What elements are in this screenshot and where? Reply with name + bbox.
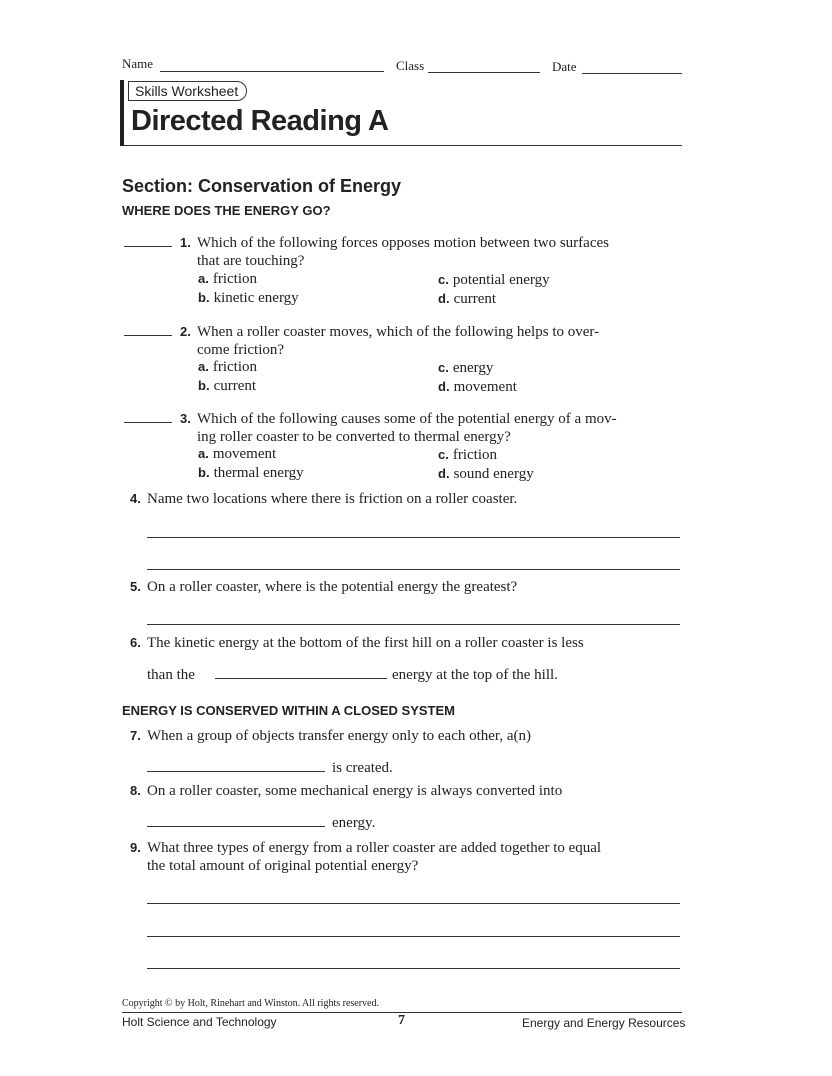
page-title: Directed Reading A — [131, 105, 389, 137]
class-label: Class — [396, 58, 425, 73]
q5-number: 5. — [130, 579, 141, 594]
q1-option-b[interactable]: b. kinetic energy — [198, 290, 299, 306]
q3-option-a[interactable]: a. movement — [198, 446, 277, 462]
q4-answer-line-2[interactable] — [147, 569, 680, 570]
q3-text-line2: ing roller coaster to be converted to thermal energy? — [197, 429, 511, 445]
q2-answer-blank[interactable] — [124, 335, 172, 336]
q7-post-blank: is created. — [332, 760, 393, 776]
date-label: Date — [552, 59, 577, 74]
footer-chapter-title: Energy and Energy Resources — [522, 1016, 686, 1030]
subheading-energy-go: WHERE DOES THE ENERGY GO? — [122, 203, 331, 218]
q1-number: 1. — [180, 235, 191, 250]
q4-answer-line-1[interactable] — [147, 537, 680, 538]
q1-option-c[interactable]: c. potential energy — [438, 272, 550, 288]
q7-text: When a group of objects transfer energy only to each other, a(n) — [147, 728, 531, 744]
q7-answer-blank[interactable] — [147, 771, 325, 772]
q8-post-blank: energy. — [332, 815, 376, 831]
q9-answer-line-3[interactable] — [147, 968, 680, 969]
q7-number: 7. — [130, 728, 141, 743]
q6-answer-blank[interactable] — [215, 678, 387, 679]
q1-option-d[interactable]: d. current — [438, 291, 497, 307]
name-label: Name — [122, 56, 154, 71]
worksheet-tag: Skills Worksheet — [128, 81, 247, 101]
q2-option-b[interactable]: b. current — [198, 378, 257, 394]
title-rule — [124, 145, 682, 146]
q2-text-line1: When a roller coaster moves, which of the following helps to over- — [197, 324, 600, 340]
q3-number: 3. — [180, 411, 191, 426]
q8-answer-blank[interactable] — [147, 826, 325, 827]
q3-answer-blank[interactable] — [124, 422, 172, 423]
q5-answer-line[interactable] — [147, 624, 680, 625]
q3-option-b[interactable]: b. thermal energy — [198, 465, 304, 481]
q1-option-a[interactable]: a. friction — [198, 271, 257, 287]
class-field[interactable] — [428, 72, 540, 73]
page-number: 7 — [398, 1013, 405, 1028]
title-bar — [120, 80, 124, 146]
name-field[interactable] — [160, 71, 384, 72]
q4-number: 4. — [130, 491, 141, 506]
q1-text-line1: Which of the following forces opposes motion between two surfaces — [197, 235, 609, 251]
section-title: Section: Conservation of Energy — [122, 176, 402, 196]
q6-pre-blank: than the — [147, 667, 195, 683]
q9-answer-line-1[interactable] — [147, 903, 680, 904]
q2-text-line2: come friction? — [197, 342, 285, 358]
q4-text: Name two locations where there is friction on a roller coaster. — [147, 491, 518, 507]
q2-option-a[interactable]: a. friction — [198, 359, 257, 375]
q8-number: 8. — [130, 783, 141, 798]
q9-answer-line-2[interactable] — [147, 936, 680, 937]
q5-text: On a roller coaster, where is the potential energy the greatest? — [147, 579, 518, 595]
q6-post-blank: energy at the top of the hill. — [392, 667, 558, 683]
footer-book-title: Holt Science and Technology — [122, 1015, 277, 1029]
q3-option-d[interactable]: d. sound energy — [438, 466, 534, 482]
q1-text-line2: that are touching? — [197, 253, 305, 269]
q6-text: The kinetic energy at the bottom of the first hill on a roller coaster is less — [147, 635, 584, 651]
q9-number: 9. — [130, 840, 141, 855]
subheading-closed-system: ENERGY IS CONSERVED WITHIN A CLOSED SYSTEM — [122, 703, 455, 718]
q6-number: 6. — [130, 635, 141, 650]
q1-answer-blank[interactable] — [124, 246, 172, 247]
q2-option-c[interactable]: c. energy — [438, 360, 494, 376]
q9-text-line1: What three types of energy from a roller coaster are added together to equal — [147, 840, 602, 856]
q8-text: On a roller coaster, some mechanical energy is always converted into — [147, 783, 563, 799]
date-field[interactable] — [582, 73, 682, 74]
copyright-notice: Copyright © by Holt, Rinehart and Winston. All rights reserved. — [122, 998, 379, 1009]
q2-number: 2. — [180, 324, 191, 339]
q3-text-line1: Which of the following causes some of the potential energy of a mov- — [197, 411, 617, 427]
q9-text-line2: the total amount of original potential energy? — [147, 858, 419, 874]
q2-option-d[interactable]: d. movement — [438, 379, 517, 395]
q3-option-c[interactable]: c. friction — [438, 447, 497, 463]
